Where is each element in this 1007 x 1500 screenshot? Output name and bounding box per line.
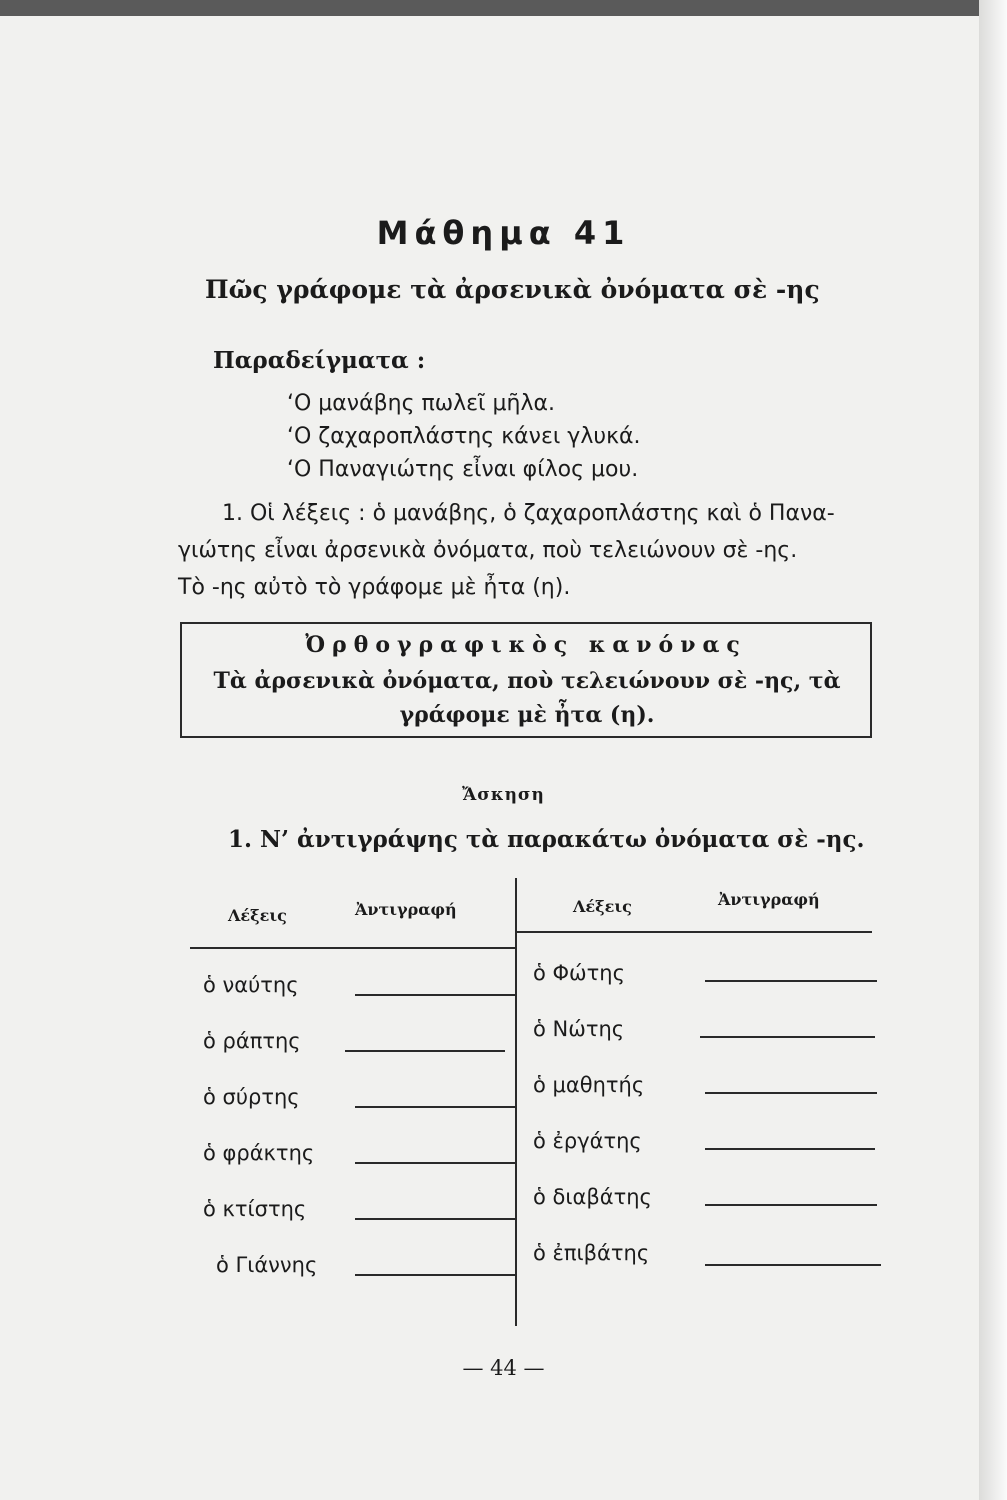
word-right: ὁ Νώτης [533, 1017, 625, 1041]
rule-text: Τὰ ἀρσενικὰ ὀνόματα, ποὺ τελειώνουν σὲ -ης, τὰ γράφομε μὲ ἦτα (η). [213, 668, 841, 728]
header-copy-right: Ἀντιγραφή [718, 890, 820, 909]
header-words-left: Λέξεις [228, 906, 287, 925]
copy-blank-left[interactable] [355, 1162, 515, 1164]
example-line: ‘Ο Παναγιώτης εἶναι φίλος μου. [287, 457, 639, 482]
example-line: ‘Ο ζαχαροπλάστης κάνει γλυκά. [287, 424, 641, 449]
copy-blank-right[interactable] [705, 1148, 875, 1150]
paragraph-line: Τὸ -ης αὐτὸ τὸ γράφομε μὲ ἦτα (η). [178, 575, 571, 600]
word-right: ὁ διαβάτης [533, 1185, 652, 1209]
exercise-instruction: 1. Ν’ ἀντιγράψης τὰ παρακάτω ὀνόματα σὲ -ης. [228, 826, 865, 853]
copy-blank-left[interactable] [345, 1050, 505, 1052]
copy-blank-right[interactable] [705, 1092, 877, 1094]
paragraph-line: 1. Οἱ λέξεις : ὁ μανάβης, ὁ ζαχαροπλάστης καὶ ὁ Πανα- [222, 501, 835, 526]
word-left: ὁ ναύτης [203, 973, 299, 997]
lesson-title: Μάθημα 41 [376, 214, 631, 252]
word-left: ὁ ράπτης [203, 1029, 301, 1053]
examples-label: Παραδείγματα : [213, 347, 426, 374]
copy-blank-right[interactable] [705, 980, 877, 982]
word-left: ὁ Γιάννης [216, 1253, 318, 1277]
word-left: ὁ σύρτης [203, 1085, 300, 1109]
lesson-subtitle: Πῶς γράφομε τὰ ἀρσενικὰ ὀνόματα σὲ -ης [205, 275, 820, 304]
word-right: ὁ ἐπιβάτης [533, 1241, 650, 1265]
column-divider [515, 878, 517, 1326]
example-line: ‘Ο μανάβης πωλεῖ μῆλα. [287, 391, 555, 416]
exercise-heading: Ἄσκηση [462, 785, 545, 805]
header-rule-right [517, 931, 872, 933]
copy-blank-left[interactable] [355, 1274, 515, 1276]
header-rule-left [190, 947, 515, 949]
rule-title: Ὀρθογραφικὸς κανόνας [305, 632, 747, 658]
word-right: ὁ μαθητής [533, 1073, 645, 1097]
word-left: ὁ κτίστης [203, 1197, 307, 1221]
page-top-edge [0, 0, 1007, 16]
word-right: ὁ ἐργάτης [533, 1129, 642, 1153]
copy-blank-right[interactable] [705, 1264, 881, 1266]
spelling-rule-box [180, 622, 872, 738]
copy-blank-left[interactable] [355, 1218, 515, 1220]
page-number: — 44 — [462, 1356, 545, 1380]
copy-blank-left[interactable] [355, 1106, 515, 1108]
copy-blank-right[interactable] [705, 1204, 877, 1206]
word-right: ὁ Φώτης [533, 961, 625, 985]
copy-blank-right[interactable] [700, 1036, 875, 1038]
explanation-paragraph [178, 495, 878, 606]
header-words-right: Λέξεις [573, 897, 632, 916]
header-copy-left: Ἀντιγραφή [355, 900, 457, 919]
copy-blank-left[interactable] [355, 994, 515, 996]
word-left: ὁ φράκτης [203, 1141, 315, 1165]
paragraph-line: γιώτης εἶναι ἀρσενικὰ ὀνόματα, ποὺ τελειώνουν σὲ -ης. [178, 538, 798, 563]
